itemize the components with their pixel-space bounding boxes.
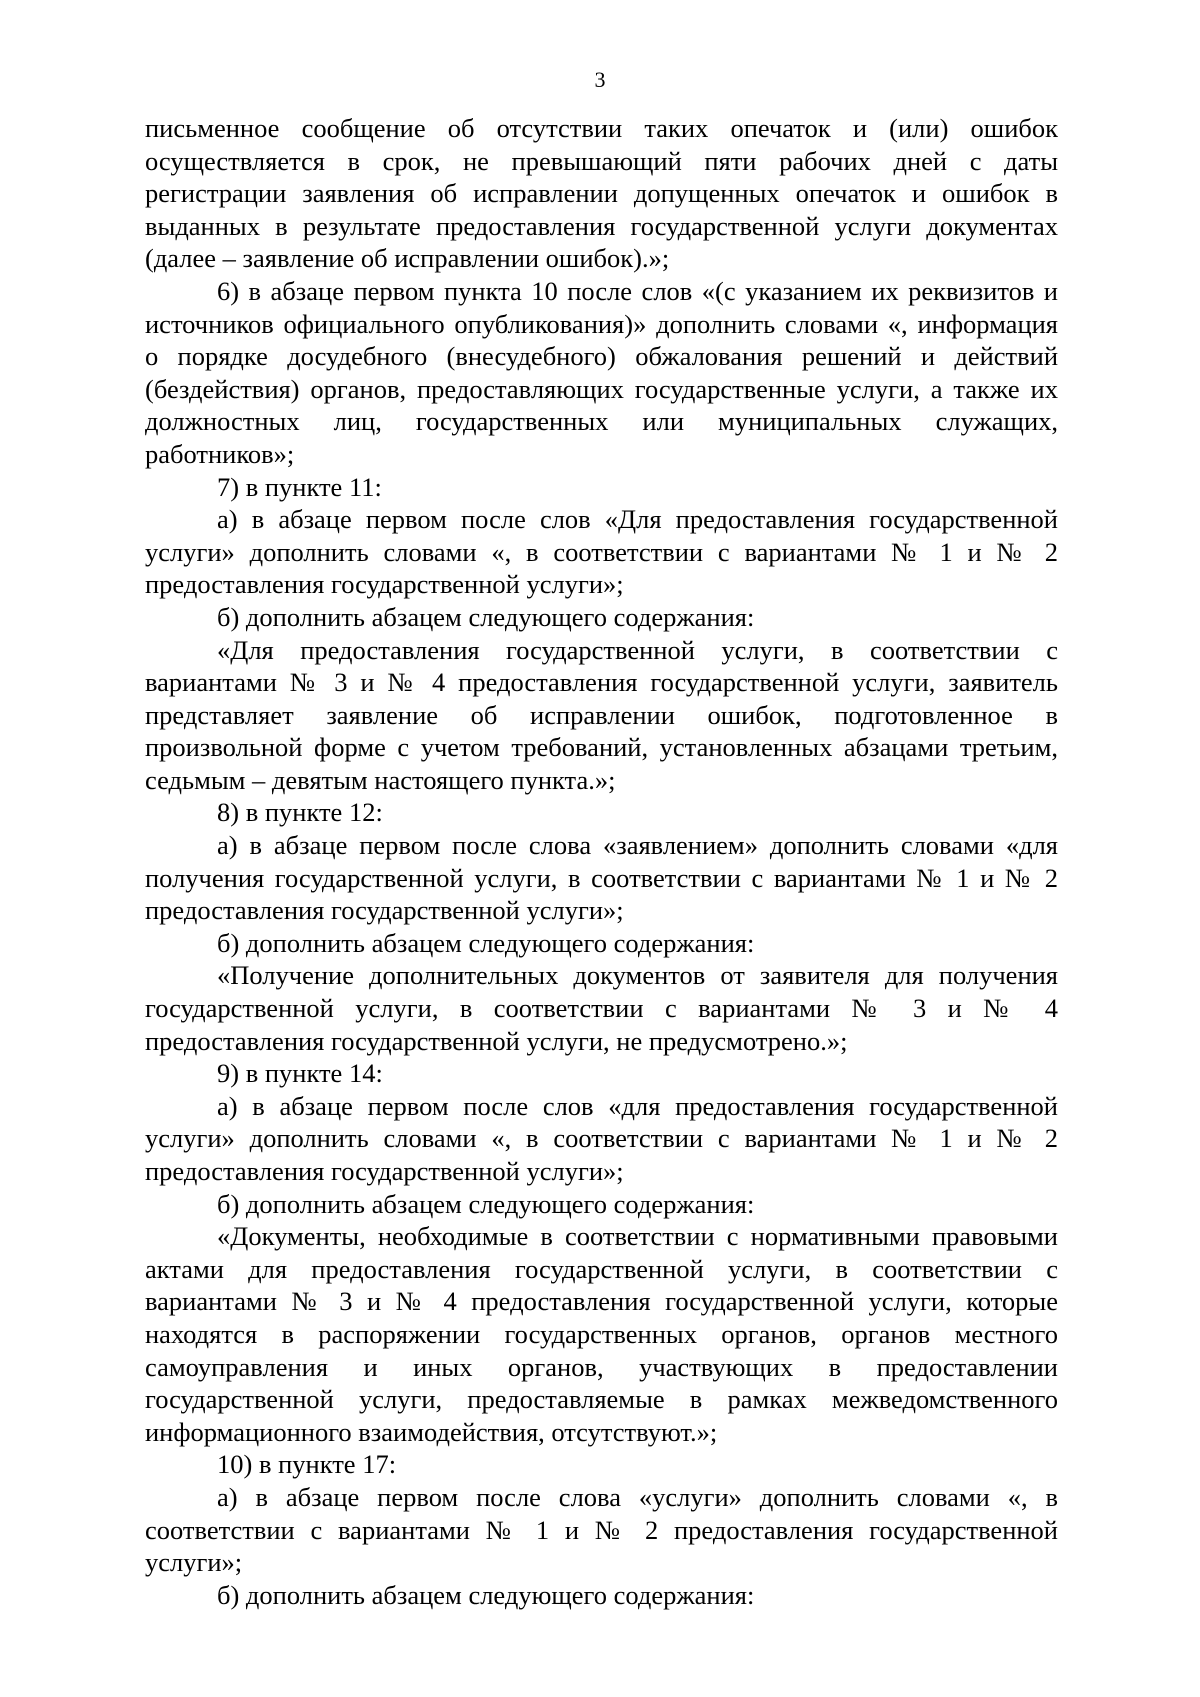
paragraph-item-7b-quote: «Для предоставления государственной услуги, в соответствии с вариантами № 3 и № 4 предоставления государственной услуги, заявитель представляет заявление об исправлении ошибок, подготовленное в произвольной форме с учетом требований, установленных абзацами третьим, седьмым – девятым настоящего пункта.»;	[145, 634, 1058, 795]
paragraph-item-7a: а) в абзаце первом после слов «Для предоставления государственной услуги» дополнить словами «, в соответствии с вариантами № 1 и № 2 предоставления государственной услуги»;	[145, 504, 1058, 600]
paragraph-item-9: 9) в пункте 14:	[217, 1058, 383, 1089]
paragraph-item-10: 10) в пункте 17:	[217, 1449, 397, 1480]
paragraph-item-8: 8) в пункте 12:	[217, 797, 383, 828]
paragraph-item-7: 7) в пункте 11:	[217, 471, 382, 502]
page-number: 3	[594, 67, 606, 92]
document-body	[145, 112, 1058, 1611]
paragraph-item-10a: а) в абзаце первом после слова «услуги» дополнить словами «, в соответствии с вариантами № 1 и № 2 предоставления государственной услуги»;	[145, 1481, 1058, 1578]
paragraph-item-9a: а) в абзаце первом после слов «для предоставления государственной услуги» дополнить словами «, в соответствии с вариантами № 1 и № 2 предоставления государственной услуги»;	[145, 1090, 1058, 1186]
paragraph-continuation: письменное сообщение об отсутствии таких опечаток и (или) ошибок осуществляется в срок, не превышающий пяти рабочих дней с даты регистрации заявления об исправлении допущенных опечаток и ошибок в выданных в результате предоставления государственной услуги документах (далее – заявление об исправлении ошибок).»;	[145, 113, 1058, 274]
paragraph-item-6: 6) в абзаце первом пункта 10 после слов «(с указанием их реквизитов и источников официального опубликования)» дополнить словами «, информация о порядке досудебного (внесудебного) обжалования решений и действий (бездействия) органов, предоставляющих государственные услуги, а также их должностных лиц, государственных или муниципальных служащих, работников»;	[145, 275, 1058, 469]
paragraph-item-8a: а) в абзаце первом после слова «заявлением» дополнить словами «для получения государственной услуги, в соответствии с вариантами № 1 и № 2 предоставления государственной услуги»;	[145, 830, 1058, 926]
paragraph-item-10b: б) дополнить абзацем следующего содержания:	[217, 1579, 755, 1610]
paragraph-item-8b: б) дополнить абзацем следующего содержания:	[217, 927, 755, 958]
paragraph-item-9b: б) дополнить абзацем следующего содержания:	[217, 1188, 755, 1219]
paragraph-item-8b-quote: «Получение дополнительных документов от заявителя для получения государственной услуги, в соответствии с вариантами № 3 и № 4 предоставления государственной услуги, не предусмотрено.»;	[145, 960, 1058, 1056]
paragraph-item-9b-quote: «Документы, необходимые в соответствии с нормативными правовыми актами для предоставления государственной услуги, в соответствии с вариантами № 3 и № 4 предоставления государственной услуги, которые находятся в распоряжении государственных органов, органов местного самоуправления и иных органов, участвующих в предоставлении государственной услуги, предоставляемые в рамках межведомственного информационного взаимодействия, отсутствуют.»;	[145, 1221, 1058, 1447]
paragraph-item-7b: б) дополнить абзацем следующего содержания:	[217, 601, 755, 632]
